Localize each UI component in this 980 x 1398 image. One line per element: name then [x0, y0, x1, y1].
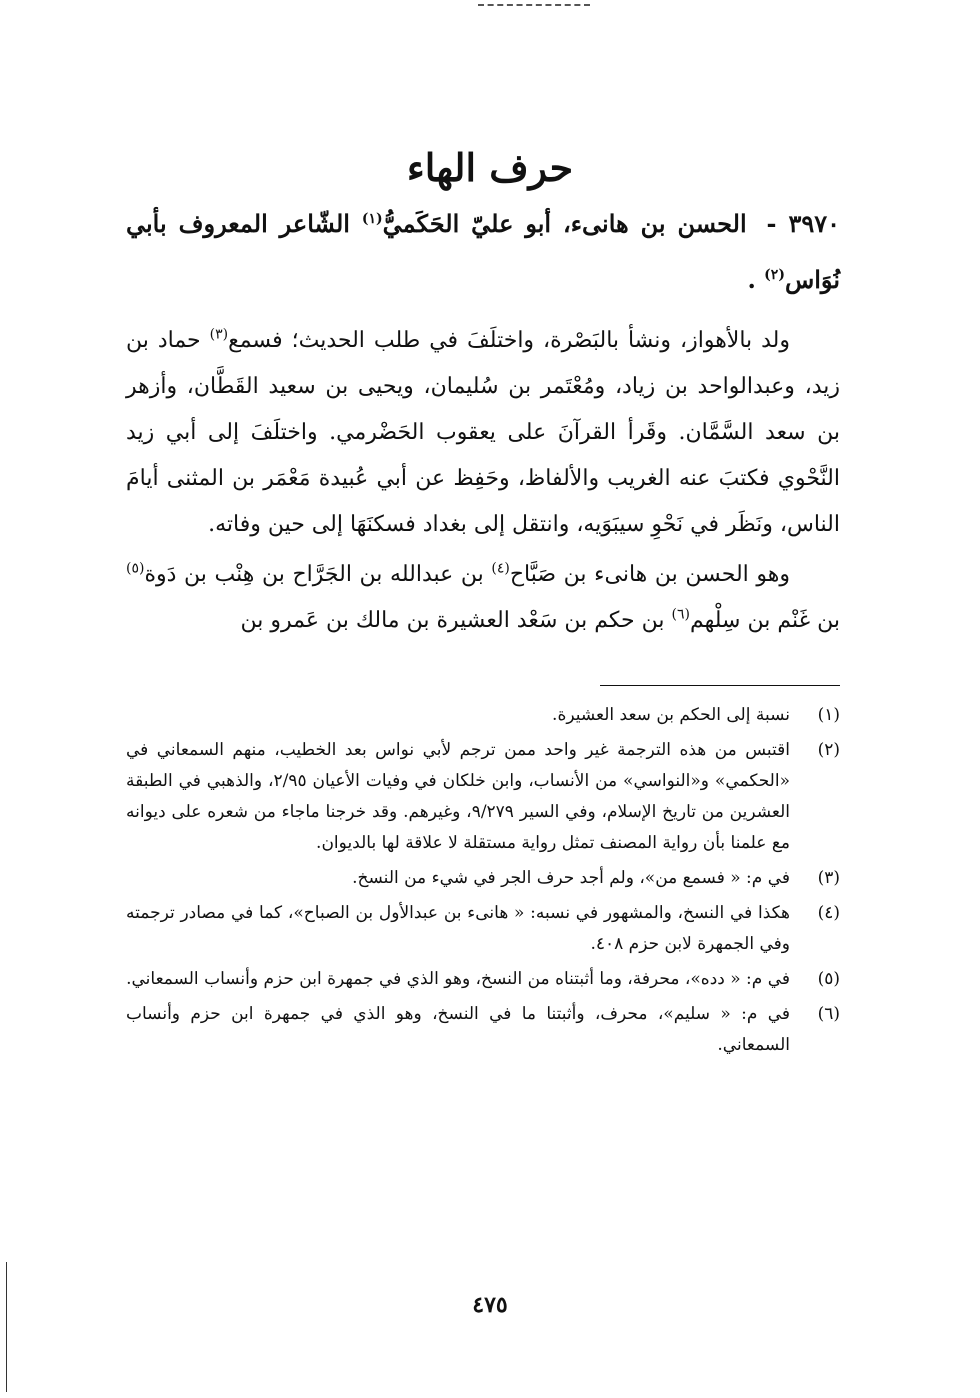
paragraph-1-text-b: حماد بن زيد، وعبدالواحد بن زياد، ومُعْتَمر بن سُليمان، ويحيى بن سعيد القَطَّان، وأزهر بن سعد السَّمَّان. وقَرأ القرآنَ على يعقوب الحَضْرمي. واختلَفَ إلى أبي زيد النَّحْوي فكتبَ عنه الغريب والألفاظ، وحَفِظ عن أبي عُبيدة مَعْمَر بن المثنى أيامَ الناس، ونَظَر في نَحْوِ سيبَوَيه، وانتقل إلى بغداد فسكنَهَا إلى حين وفاته.: [126, 328, 840, 537]
paragraph-2: [126, 552, 840, 644]
footnote-5: [126, 964, 840, 995]
entry-number: ٣٩٧٠ -: [766, 209, 840, 238]
footnote-number: (٦): [817, 1004, 840, 1024]
footnote-number: (١): [817, 705, 840, 725]
footnote-1: [126, 700, 840, 731]
footnote-number: (٣): [817, 868, 840, 888]
footnote-text: في م: « فسمع من»، ولم أجد حرف الجر في شيء من النسخ.: [352, 868, 790, 888]
footnote-number: (٢): [817, 740, 840, 760]
footnote-6: [126, 999, 840, 1061]
footnote-4: [126, 898, 840, 960]
footnotes-list: [126, 700, 840, 1065]
footnote-text: هكذا في النسخ، والمشهور في نسبه: « هانىء بن عبدالأول بن الصباح»، كما في مصادر ترجمته وفي الجمهرة لابن حزم ٤٠٨.: [126, 903, 790, 954]
paragraph-2-text-d: بن حكم بن سَعْد العشيرة بن مالك بن عَمرو بن: [240, 608, 665, 633]
entry-epithet: الشّاعر المعروف بأبي نُوَاس: [126, 209, 840, 294]
footnote-ref-6[interactable]: (٦): [671, 606, 690, 623]
page-title: حرف الهاء: [406, 145, 574, 191]
footnote-number: (٤): [817, 903, 840, 923]
footnote-number: (٥): [817, 969, 840, 989]
footnote-text: اقتبس من هذه الترجمة غير واحد ممن ترجم لأبي نواس بعد الخطيب، منهم السمعاني في «الحكمي» و«النواسي» من الأنساب، وابن خلكان في وفيات الأعيان ٢/٩٥، والذهبي في الطبقة العشرين من تاريخ الإسلام، وفي السير ٩/٢٧٩، وغيرهم. وقد خرجنا ماجاء من شعره على ديوانه مع علمنا بأن رواية المصنف تمثل رواية مستقلة لا علاقة لها بالديوان.: [126, 740, 790, 853]
entry-heading: [126, 196, 840, 308]
entry-name: الحسن بن هانىء، أبو عليّ الحَكَميُّ: [382, 209, 747, 238]
footnote-text: في م: « سليم»، محرف، وأثبتنا ما في النسخ، وهو الذي في جمهرة ابن حزم وأنساب السمعاني.: [126, 1004, 790, 1055]
footnote-ref-2[interactable]: (٢): [764, 267, 785, 283]
paragraph-1: [126, 318, 840, 548]
main-text: [126, 318, 840, 644]
paragraph-1-text-a: ولد بالأهواز، ونشأ بالبَصْرة، واختلَفَ في طلب الحديث؛ فسمع: [228, 328, 791, 353]
footnote-ref-3[interactable]: (٣): [209, 326, 229, 343]
footnote-text: نسبة إلى الحكم بن سعد العشيرة.: [552, 705, 790, 725]
footnote-text: في م: « دده»، محرفة، وما أثبتناه من النسخ، وهو الذي في جمهرة ابن حزم وأنساب السمعاني.: [126, 969, 790, 989]
footnote-ref-4[interactable]: (٤): [491, 560, 510, 577]
page-number: ٤٧٥: [472, 1292, 508, 1318]
paragraph-2-text-a: وهو الحسن بن هانىء بن صَبَّاح: [509, 562, 790, 587]
footnote-2: [126, 735, 840, 859]
footnote-3: [126, 863, 840, 894]
paragraph-2-text-b: بن عبدالله بن الجَرَّاح بن هِنْب بن دَوة: [144, 562, 484, 587]
footnote-ref-1[interactable]: (١): [361, 211, 383, 227]
top-dashed-rule: [478, 4, 590, 6]
paragraph-2-text-c: بن غَنْم بن سِلْهم: [689, 608, 840, 633]
footnote-ref-5[interactable]: (٥): [126, 560, 145, 577]
scan-edge-line: [6, 1262, 7, 1392]
footnote-separator: [600, 685, 840, 686]
entry-end-mark: .: [747, 265, 756, 294]
